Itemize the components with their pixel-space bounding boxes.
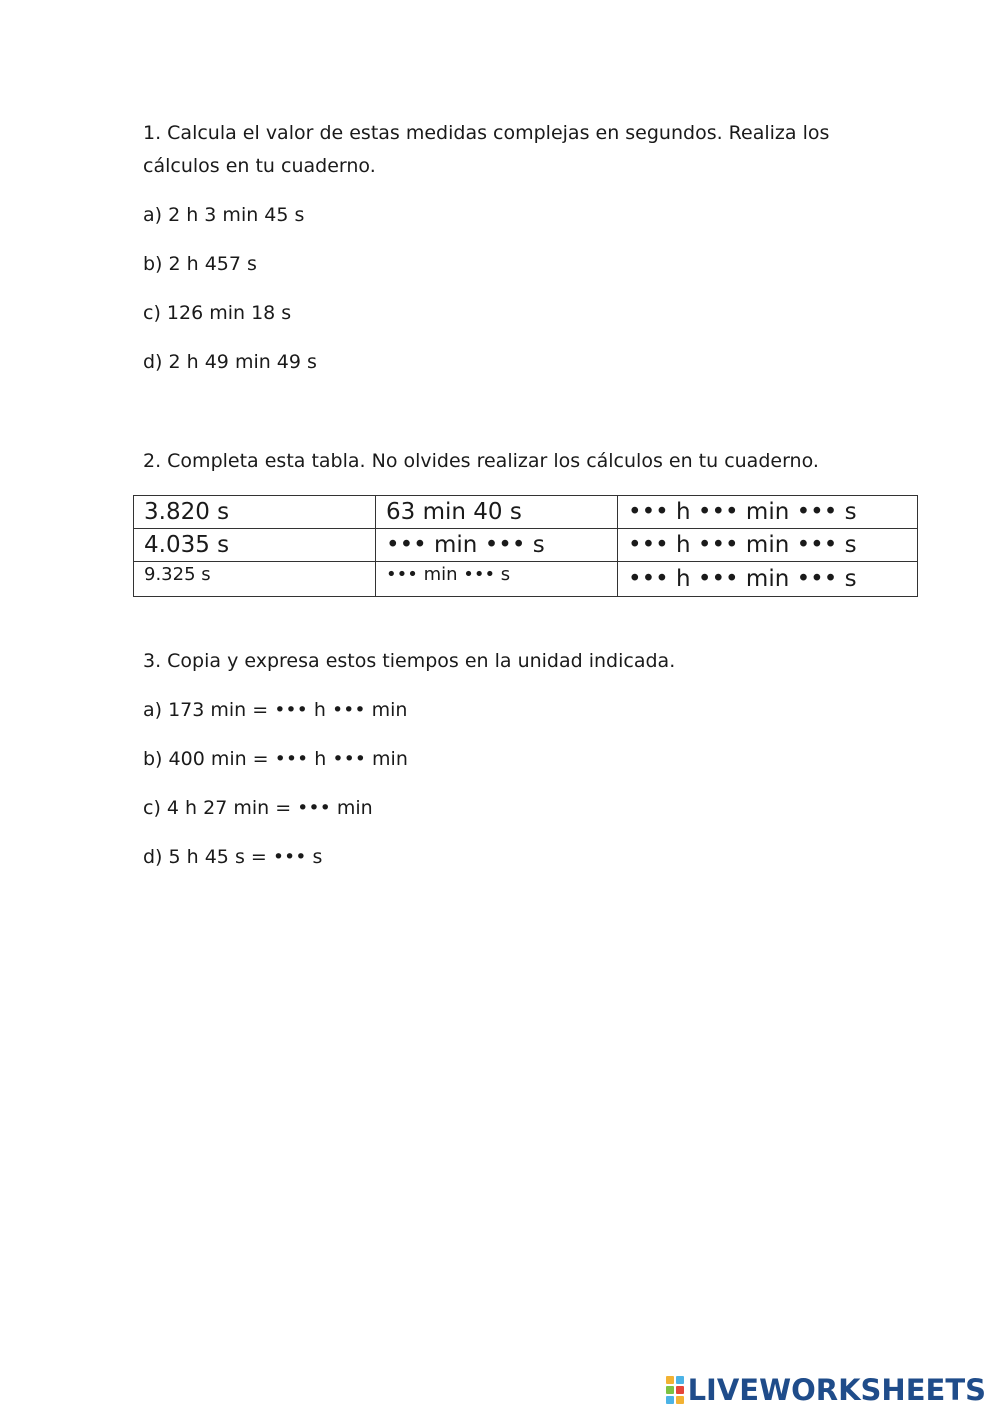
table-cell[interactable]: ••• h ••• min ••• s — [618, 562, 918, 597]
table-cell: 9.325 s — [134, 562, 376, 597]
table-row — [134, 529, 918, 562]
q3-item-b[interactable]: b) 400 min = ••• h ••• min — [143, 748, 408, 770]
q1-line-1: 1. Calcula el valor de estas medidas complejas en segundos. Realiza los — [143, 122, 830, 144]
conversion-table — [133, 495, 918, 597]
q1-instructions — [143, 117, 829, 183]
table-cell[interactable]: ••• min ••• s — [376, 562, 618, 597]
q1-item-b: b) 2 h 457 s — [143, 253, 257, 275]
logo-icon — [666, 1376, 684, 1404]
q1-item-a: a) 2 h 3 min 45 s — [143, 204, 305, 226]
q3-item-a[interactable]: a) 173 min = ••• h ••• min — [143, 699, 408, 721]
q3-title: 3. Copia y expresa estos tiempos en la unidad indicada. — [143, 650, 676, 672]
q3-item-d[interactable]: d) 5 h 45 s = ••• s — [143, 846, 323, 868]
table-cell: 4.035 s — [134, 529, 376, 562]
logo-square — [666, 1396, 674, 1404]
table-row — [134, 562, 918, 597]
liveworksheets-logo — [666, 1373, 986, 1407]
table-cell: 3.820 s — [134, 496, 376, 529]
logo-square — [676, 1386, 684, 1394]
table-cell[interactable]: ••• h ••• min ••• s — [618, 529, 918, 562]
logo-square — [666, 1386, 674, 1394]
q1-line-2: cálculos en tu cuaderno. — [143, 155, 376, 177]
logo-square — [676, 1396, 684, 1404]
q3-item-c[interactable]: c) 4 h 27 min = ••• min — [143, 797, 373, 819]
table-cell[interactable]: ••• h ••• min ••• s — [618, 496, 918, 529]
logo-square — [666, 1376, 674, 1384]
logo-square — [676, 1376, 684, 1384]
table-cell: 63 min 40 s — [376, 496, 618, 529]
q2-title: 2. Completa esta tabla. No olvides realizar los cálculos en tu cuaderno. — [143, 450, 819, 472]
table-cell[interactable]: ••• min ••• s — [376, 529, 618, 562]
q1-item-d: d) 2 h 49 min 49 s — [143, 351, 317, 373]
table-row — [134, 496, 918, 529]
q1-item-c: c) 126 min 18 s — [143, 302, 292, 324]
brand-name: LIVEWORKSHEETS — [687, 1373, 986, 1407]
